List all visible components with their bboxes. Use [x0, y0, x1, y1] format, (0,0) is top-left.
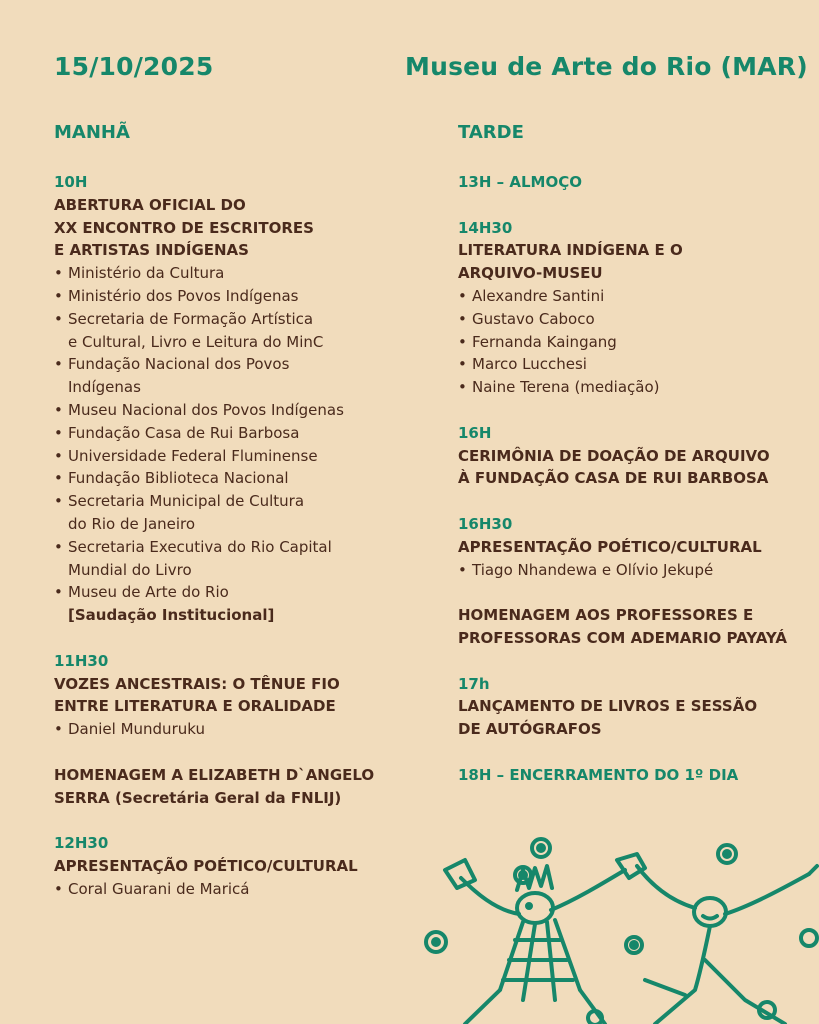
period-heading-morning: MANHÃ: [54, 122, 130, 143]
list-item: • Fundação Nacional dos Povos Indígenas: [54, 353, 399, 399]
list-item: • Daniel Munduruku: [54, 718, 399, 741]
block-time: 11H30: [54, 651, 109, 670]
schedule-block-cerimonia: [458, 422, 798, 490]
schedule-block-closing: [458, 764, 798, 787]
schedule-block-opening: [54, 171, 399, 627]
block-title: HOMENAGEM AOS PROFESSORES E PROFESSORAS COM ADEMARIO PAYAYÁ: [458, 606, 787, 647]
list-item: • Museu Nacional dos Povos Indígenas: [54, 399, 399, 422]
block-time: 17h: [458, 674, 490, 693]
block-title: APRESENTAÇÃO POÉTICO/CULTURAL: [458, 537, 762, 556]
schedule-block-lunch: [458, 171, 798, 194]
block-title: LITERATURA INDÍGENA E O ARQUIVO-MUSEU: [458, 241, 683, 283]
schedule-block-literatura: [458, 217, 798, 399]
block-time: 16H30: [458, 514, 513, 533]
list-item: • Secretaria Municipal de Cultura do Rio de Janeiro: [54, 490, 399, 536]
list-item: • Universidade Federal Fluminense: [54, 445, 399, 468]
list-item: • Fundação Biblioteca Nacional: [54, 467, 399, 490]
block-title: HOMENAGEM A ELIZABETH D`ANGELO SERRA (Secretária Geral da FNLIJ): [54, 765, 375, 807]
event-date: 15/10/2025: [54, 52, 214, 81]
list-item: • Fernanda Kaingang: [458, 331, 798, 354]
block-title: APRESENTAÇÃO POÉTICO/CULTURAL: [54, 856, 358, 875]
participant-list: [54, 262, 399, 604]
block-time: 14H30: [458, 218, 513, 237]
block-title: ABERTURA OFICIAL DO XX ENCONTRO DE ESCRITORES E ARTISTAS INDÍGENAS: [54, 195, 314, 260]
list-item: • Gustavo Caboco: [458, 308, 798, 331]
block-title: VOZES ANCESTRAIS: O TÊNUE FIO ENTRE LITERATURA E ORALIDADE: [54, 674, 340, 716]
list-item: • Coral Guarani de Maricá: [54, 878, 399, 901]
dancing-figures-illustration-icon: [405, 830, 819, 1024]
list-item: • Marco Lucchesi: [458, 353, 798, 376]
list-item: • Naine Terena (mediação): [458, 376, 798, 399]
schedule-block-apresentacao: [458, 513, 798, 581]
schedule-block-vozes: [54, 650, 399, 741]
participant-list: [54, 878, 399, 901]
event-venue: Museu de Arte do Rio (MAR): [405, 52, 808, 81]
afternoon-column: [458, 122, 798, 809]
participant-list: [458, 285, 798, 399]
block-title: CERIMÔNIA DE DOAÇÃO DE ARQUIVO À FUNDAÇÃO CASA DE RUI BARBOSA: [458, 446, 770, 488]
schedule-block-homage-elizabeth: [54, 764, 399, 810]
block-time: 10H: [54, 173, 88, 191]
block-title: LANÇAMENTO DE LIVROS E SESSÃO DE AUTÓGRAFOS: [458, 697, 758, 739]
list-item: • Ministério da Cultura: [54, 262, 399, 285]
block-time: 16H: [458, 423, 492, 442]
list-item: • Fundação Casa de Rui Barbosa: [54, 422, 399, 445]
list-item: • Museu de Arte do Rio: [54, 581, 399, 604]
schedule-block-coral: [54, 832, 399, 900]
morning-column: [54, 122, 399, 923]
block-note: [Saudação Institucional]: [68, 606, 275, 625]
list-item: • Secretaria de Formação Artística e Cultural, Livro e Leitura do MinC: [54, 308, 399, 354]
list-item: • Alexandre Santini: [458, 285, 798, 308]
schedule-block-homage-professores: [458, 604, 798, 650]
lunch-line: 13H – ALMOÇO: [458, 173, 582, 191]
block-time: 12H30: [54, 834, 109, 853]
schedule-block-lancamento: [458, 673, 798, 741]
list-item: • Ministério dos Povos Indígenas: [54, 285, 399, 308]
list-item: • Tiago Nhandewa e Olívio Jekupé: [458, 559, 798, 582]
list-item: • Secretaria Executiva do Rio Capital Mundial do Livro: [54, 536, 399, 582]
participant-list: [54, 718, 399, 741]
closing-line: 18H – ENCERRAMENTO DO 1º DIA: [458, 765, 739, 784]
participant-list: [458, 559, 798, 582]
period-heading-afternoon: TARDE: [458, 122, 524, 143]
